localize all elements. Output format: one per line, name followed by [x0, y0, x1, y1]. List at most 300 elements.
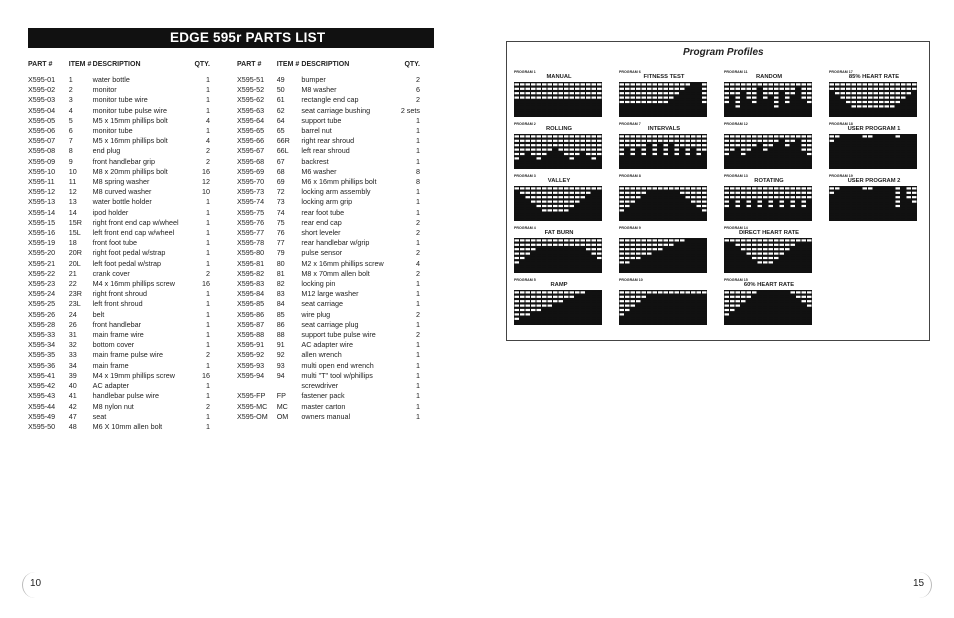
level-cell-filled — [725, 270, 730, 272]
level-cell-empty — [520, 305, 525, 307]
quantity: 2 — [416, 330, 420, 340]
description: M2 x 16mm phillips screw — [301, 258, 384, 268]
level-cell-filled — [642, 322, 647, 324]
level-cell-filled — [835, 166, 840, 168]
table-row — [237, 85, 420, 95]
level-cell-filled — [570, 166, 575, 168]
level-cell-filled — [769, 153, 774, 155]
level-cell-empty — [548, 83, 553, 85]
level-cell-filled — [653, 157, 658, 159]
level-cell-empty — [736, 291, 741, 293]
level-cell-empty — [846, 97, 851, 99]
level-cell-filled — [741, 166, 746, 168]
level-cell-filled — [586, 209, 591, 211]
level-cell-filled — [691, 162, 696, 164]
level-cell-empty — [725, 83, 730, 85]
level-cell-filled — [680, 218, 685, 220]
table-row — [28, 330, 210, 340]
item-number: 10 — [68, 166, 77, 176]
level-cell-filled — [857, 162, 862, 164]
level-cell-empty — [807, 196, 812, 198]
level-cell-empty — [802, 291, 807, 293]
level-cell-empty — [852, 105, 857, 107]
table-row — [28, 177, 210, 187]
level-cell-empty — [796, 135, 801, 137]
level-cell-empty — [752, 239, 757, 241]
description: seat carriage bushing — [301, 105, 371, 115]
table-row — [237, 299, 420, 309]
level-cell-empty — [730, 144, 735, 146]
level-cell-empty — [669, 97, 674, 99]
level-cell-filled — [542, 248, 547, 250]
level-cell-filled — [874, 110, 879, 112]
level-cell-filled — [669, 201, 674, 203]
level-cell-empty — [763, 83, 768, 85]
level-cell-empty — [785, 248, 790, 250]
level-cell-filled — [531, 322, 536, 324]
level-cell-empty — [586, 248, 591, 250]
level-cell-filled — [758, 110, 763, 112]
level-cell-filled — [553, 309, 558, 311]
level-cell-filled — [807, 110, 812, 112]
level-cell-filled — [669, 300, 674, 302]
item-number: 83 — [276, 289, 285, 299]
level-cell-filled — [747, 318, 752, 320]
level-cell-filled — [642, 218, 647, 220]
level-cell-empty — [675, 149, 680, 151]
level-cell-empty — [691, 144, 696, 146]
quantity: 2 — [206, 350, 210, 360]
part-number: X595-13 — [28, 197, 56, 207]
table-row — [237, 320, 420, 330]
level-cell-filled — [702, 322, 707, 324]
level-cell-filled — [575, 162, 580, 164]
table-row — [237, 136, 420, 146]
level-cell-filled — [575, 214, 580, 216]
level-cell-filled — [664, 318, 669, 320]
level-cell-empty — [564, 144, 569, 146]
level-cell-filled — [548, 101, 553, 103]
level-cell-filled — [548, 166, 553, 168]
level-cell-filled — [597, 157, 602, 159]
level-cell-empty — [526, 88, 531, 90]
level-cell-filled — [625, 313, 630, 315]
program-name: USER PROGRAM 2 — [847, 178, 901, 184]
level-cell-filled — [752, 318, 757, 320]
level-cell-filled — [520, 261, 525, 263]
description: M8 x 70mm allen bolt — [301, 268, 370, 278]
level-cell-empty — [526, 187, 531, 189]
level-cell-filled — [620, 214, 625, 216]
level-cell-filled — [669, 209, 674, 211]
level-cell-filled — [664, 218, 669, 220]
level-cell-filled — [912, 218, 917, 220]
level-cell-filled — [575, 305, 580, 307]
level-cell-filled — [769, 110, 774, 112]
level-cell-empty — [515, 313, 520, 315]
level-cell-empty — [526, 192, 531, 194]
part-number: X595-44 — [28, 401, 56, 411]
level-cell-empty — [581, 192, 586, 194]
level-cell-empty — [625, 309, 630, 311]
level-cell-filled — [846, 157, 851, 159]
level-cell-filled — [752, 162, 757, 164]
level-cell-filled — [664, 296, 669, 298]
level-cell-filled — [559, 110, 564, 112]
level-cell-filled — [725, 261, 730, 263]
level-cell-filled — [653, 322, 658, 324]
level-cell-empty — [564, 209, 569, 211]
level-cell-empty — [830, 88, 835, 90]
level-cell-filled — [791, 97, 796, 99]
level-cell-empty — [669, 140, 674, 142]
level-cell-filled — [807, 313, 812, 315]
item-number: 12 — [68, 187, 77, 197]
level-cell-empty — [702, 140, 707, 142]
level-cell-filled — [791, 144, 796, 146]
level-cell-empty — [592, 144, 597, 146]
level-cell-filled — [852, 140, 857, 142]
level-cell-filled — [697, 300, 702, 302]
level-cell-empty — [841, 97, 846, 99]
table-row — [28, 75, 210, 85]
level-cell-empty — [515, 153, 520, 155]
level-cell-empty — [537, 149, 542, 151]
level-cell-empty — [841, 88, 846, 90]
level-cell-filled — [553, 101, 558, 103]
description: M6 washer — [301, 166, 337, 176]
table-row — [28, 85, 210, 95]
quantity: 1 — [416, 136, 420, 146]
level-cell-filled — [747, 218, 752, 220]
level-cell-filled — [752, 149, 757, 151]
level-cell-filled — [907, 218, 912, 220]
level-cell-empty — [625, 101, 630, 103]
level-cell-filled — [647, 257, 652, 259]
level-cell-empty — [680, 239, 685, 241]
item-number: 21 — [68, 268, 77, 278]
table-row — [237, 279, 420, 289]
level-cell-filled — [796, 201, 801, 203]
level-cell-filled — [747, 313, 752, 315]
level-cell-filled — [868, 153, 873, 155]
level-cell-filled — [807, 309, 812, 311]
level-cell-filled — [752, 266, 757, 268]
level-cell-empty — [741, 149, 746, 151]
profile-grid — [619, 290, 707, 325]
level-cell-filled — [857, 140, 862, 142]
quantity: 8 — [416, 177, 420, 187]
item-number: 15L — [68, 228, 81, 238]
level-cell-filled — [631, 313, 636, 315]
level-cell-filled — [736, 209, 741, 211]
level-cell-filled — [537, 313, 542, 315]
level-cell-filled — [791, 266, 796, 268]
level-cell-filled — [785, 166, 790, 168]
quantity: 1 — [416, 340, 420, 350]
description: pulse sensor — [301, 248, 343, 258]
level-cell-filled — [796, 114, 801, 116]
level-cell-filled — [680, 270, 685, 272]
level-cell-empty — [636, 192, 641, 194]
level-cell-filled — [863, 214, 868, 216]
level-cell-filled — [841, 218, 846, 220]
level-cell-empty — [758, 196, 763, 198]
level-cell-filled — [559, 218, 564, 220]
level-cell-filled — [780, 92, 785, 94]
level-cell-empty — [581, 88, 586, 90]
level-cell-filled — [752, 300, 757, 302]
level-cell-empty — [653, 153, 658, 155]
level-cell-filled — [597, 201, 602, 203]
level-cell-empty — [526, 196, 531, 198]
level-cell-filled — [868, 110, 873, 112]
level-cell-empty — [686, 140, 691, 142]
level-cell-empty — [586, 140, 591, 142]
level-cell-filled — [625, 270, 630, 272]
level-cell-filled — [901, 162, 906, 164]
level-cell-filled — [702, 244, 707, 246]
level-cell-filled — [780, 296, 785, 298]
level-cell-empty — [597, 244, 602, 246]
level-cell-empty — [526, 239, 531, 241]
program-number: PROGRAM 4 — [514, 226, 536, 230]
level-cell-empty — [725, 92, 730, 94]
grid-background — [724, 290, 812, 325]
level-cell-filled — [835, 192, 840, 194]
program-profiles-panel — [506, 41, 930, 341]
level-cell-filled — [559, 305, 564, 307]
level-cell-empty — [736, 187, 741, 189]
level-cell-empty — [736, 196, 741, 198]
level-cell-empty — [570, 239, 575, 241]
level-cell-filled — [807, 248, 812, 250]
level-cell-filled — [653, 162, 658, 164]
level-cell-filled — [780, 313, 785, 315]
level-cell-filled — [796, 318, 801, 320]
level-cell-empty — [857, 83, 862, 85]
level-cell-filled — [686, 253, 691, 255]
level-cell-empty — [686, 291, 691, 293]
item-number: 91 — [276, 340, 285, 350]
quantity: 1 — [416, 319, 420, 329]
table-row — [28, 187, 210, 197]
level-cell-empty — [769, 244, 774, 246]
part-number: X595-86 — [237, 309, 265, 319]
level-cell-empty — [747, 187, 752, 189]
level-cell-filled — [702, 313, 707, 315]
level-cell-filled — [730, 270, 735, 272]
level-cell-empty — [559, 97, 564, 99]
level-cell-filled — [542, 253, 547, 255]
level-cell-filled — [664, 322, 669, 324]
level-cell-filled — [642, 309, 647, 311]
quantity: 1 — [416, 391, 420, 401]
level-cell-filled — [885, 192, 890, 194]
level-cell-filled — [559, 318, 564, 320]
level-cell-filled — [697, 296, 702, 298]
level-cell-filled — [581, 153, 586, 155]
description: locking pin — [301, 279, 336, 289]
level-cell-filled — [526, 201, 531, 203]
level-cell-filled — [647, 270, 652, 272]
quantity: 1 — [206, 207, 210, 217]
quantity: 1 — [416, 401, 420, 411]
level-cell-filled — [890, 157, 895, 159]
level-cell-empty — [542, 244, 547, 246]
level-cell-filled — [586, 322, 591, 324]
level-cell-empty — [736, 135, 741, 137]
level-cell-filled — [526, 318, 531, 320]
level-cell-empty — [636, 97, 641, 99]
level-cell-filled — [647, 300, 652, 302]
item-number: 42 — [68, 401, 77, 411]
table-row — [28, 116, 210, 126]
level-cell-filled — [774, 270, 779, 272]
level-cell-empty — [785, 83, 790, 85]
level-cell-empty — [868, 101, 873, 103]
level-cell-filled — [542, 105, 547, 107]
level-cell-empty — [553, 239, 558, 241]
level-cell-filled — [774, 322, 779, 324]
level-cell-filled — [791, 253, 796, 255]
part-number: X595-76 — [237, 217, 265, 227]
level-cell-filled — [658, 110, 663, 112]
level-cell-filled — [802, 248, 807, 250]
level-cell-empty — [620, 88, 625, 90]
level-cell-empty — [736, 244, 741, 246]
level-cell-empty — [520, 192, 525, 194]
table-row — [237, 330, 420, 340]
level-cell-filled — [592, 318, 597, 320]
level-cell-empty — [620, 291, 625, 293]
level-cell-filled — [636, 114, 641, 116]
level-cell-filled — [758, 266, 763, 268]
level-cell-filled — [830, 110, 835, 112]
level-cell-empty — [664, 135, 669, 137]
level-cell-empty — [575, 153, 580, 155]
level-cell-filled — [697, 88, 702, 90]
level-cell-filled — [680, 248, 685, 250]
level-cell-filled — [680, 105, 685, 107]
level-cell-filled — [841, 157, 846, 159]
level-cell-filled — [653, 300, 658, 302]
level-cell-empty — [548, 92, 553, 94]
level-cell-filled — [901, 166, 906, 168]
level-cell-filled — [697, 114, 702, 116]
level-cell-filled — [664, 114, 669, 116]
table-row — [28, 402, 210, 412]
level-cell-filled — [680, 244, 685, 246]
level-cell-filled — [758, 313, 763, 315]
level-cell-filled — [636, 157, 641, 159]
level-cell-filled — [846, 144, 851, 146]
level-cell-filled — [686, 300, 691, 302]
level-cell-filled — [830, 114, 835, 116]
level-cell-filled — [725, 266, 730, 268]
item-number: 76 — [276, 228, 285, 238]
level-cell-filled — [802, 309, 807, 311]
level-cell-empty — [647, 92, 652, 94]
level-cell-filled — [647, 313, 652, 315]
level-cell-filled — [647, 322, 652, 324]
level-cell-filled — [586, 296, 591, 298]
level-cell-filled — [675, 162, 680, 164]
level-cell-filled — [874, 196, 879, 198]
level-cell-empty — [581, 244, 586, 246]
level-cell-filled — [636, 166, 641, 168]
level-cell-filled — [912, 92, 917, 94]
level-cell-empty — [807, 101, 812, 103]
level-cell-filled — [830, 149, 835, 151]
level-cell-empty — [752, 135, 757, 137]
quantity: 1 — [206, 258, 210, 268]
level-cell-filled — [526, 105, 531, 107]
level-cell-filled — [896, 105, 901, 107]
level-cell-empty — [559, 88, 564, 90]
level-cell-empty — [581, 135, 586, 137]
level-cell-filled — [890, 205, 895, 207]
level-cell-filled — [874, 218, 879, 220]
level-cell-filled — [791, 261, 796, 263]
level-cell-filled — [575, 266, 580, 268]
level-cell-filled — [520, 114, 525, 116]
level-cell-filled — [680, 166, 685, 168]
level-cell-empty — [702, 291, 707, 293]
description: right front end cap w/wheel — [92, 217, 179, 227]
quantity: 1 — [206, 411, 210, 421]
level-cell-filled — [901, 187, 906, 189]
level-cell-filled — [841, 209, 846, 211]
level-cell-empty — [520, 149, 525, 151]
level-cell-filled — [758, 305, 763, 307]
level-cell-filled — [791, 257, 796, 259]
level-cell-empty — [664, 153, 669, 155]
grid-background — [619, 82, 707, 117]
level-cell-filled — [763, 162, 768, 164]
level-cell-filled — [691, 296, 696, 298]
level-cell-empty — [636, 296, 641, 298]
level-cell-filled — [890, 218, 895, 220]
level-cell-empty — [846, 83, 851, 85]
level-cell-filled — [542, 114, 547, 116]
level-cell-empty — [515, 97, 520, 99]
level-cell-empty — [559, 187, 564, 189]
level-cell-filled — [863, 144, 868, 146]
table-row — [28, 391, 210, 401]
level-cell-filled — [736, 153, 741, 155]
level-cell-filled — [647, 144, 652, 146]
level-cell-empty — [575, 149, 580, 151]
level-cell-filled — [548, 322, 553, 324]
level-cell-filled — [780, 157, 785, 159]
level-cell-empty — [564, 296, 569, 298]
level-cell-filled — [542, 166, 547, 168]
level-cell-filled — [802, 157, 807, 159]
level-cell-filled — [802, 257, 807, 259]
level-cell-filled — [758, 101, 763, 103]
level-cell-filled — [736, 261, 741, 263]
level-cell-filled — [548, 257, 553, 259]
level-cell-empty — [597, 239, 602, 241]
level-cell-empty — [885, 88, 890, 90]
level-cell-empty — [625, 248, 630, 250]
item-number: 7 — [68, 136, 73, 146]
level-cell-filled — [625, 318, 630, 320]
level-cell-filled — [863, 205, 868, 207]
level-cell-filled — [542, 270, 547, 272]
level-cell-filled — [785, 149, 790, 151]
